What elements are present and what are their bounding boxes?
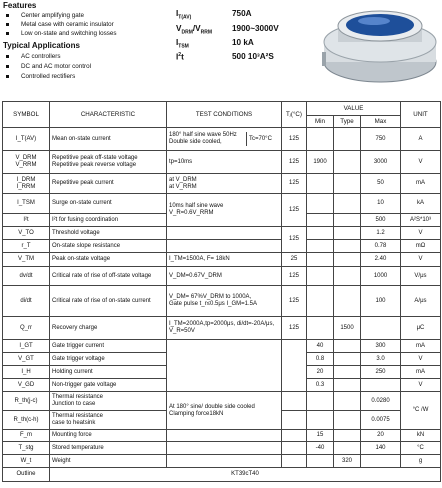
unit-cell: V/μs <box>401 267 441 286</box>
max-cell: 500 <box>361 214 401 227</box>
type-cell <box>334 366 361 379</box>
symbol-cell: R_th(c-h) <box>3 411 50 430</box>
unit-cell: A²S*10³ <box>401 214 441 227</box>
table-row <box>3 286 441 317</box>
bullet-icon <box>6 55 9 58</box>
tj-cell <box>282 392 307 411</box>
conditions-cell: V_DM=0.67V_DRM <box>167 267 282 286</box>
characteristic-cell: Recovery charge <box>50 317 167 340</box>
symbol-cell: r_T <box>3 240 50 253</box>
characteristic-cell: Repetitive peak current <box>50 174 167 194</box>
characteristic-cell: Threshold voltage <box>50 227 167 240</box>
characteristic-cell: Critical rate of rise of off-state voltage <box>50 267 167 286</box>
characteristic-cell: Thermal resistance Junction to case <box>50 392 167 411</box>
max-cell: 250 <box>361 366 401 379</box>
header-value: VALUE <box>307 102 401 116</box>
tj-cell <box>282 411 307 430</box>
tj-cell: 125 <box>282 317 307 340</box>
min-cell <box>307 411 334 430</box>
table-row <box>3 340 441 353</box>
min-cell: 0.3 <box>307 379 334 392</box>
characteristic-cell: Peak on-state voltage <box>50 253 167 267</box>
table-row <box>3 227 441 240</box>
tj-cell: 25 <box>282 253 307 267</box>
type-cell <box>334 194 361 214</box>
unit-cell: A/μs <box>401 286 441 317</box>
conditions-cell: I_TM=1500A, F= 18kN <box>167 253 282 267</box>
symbol-cell: dv/dt <box>3 267 50 286</box>
symbol-cell: V_TO <box>3 227 50 240</box>
symbol-cell: F_m <box>3 430 50 442</box>
table-row <box>3 267 441 286</box>
application-item: DC and AC motor control <box>6 63 91 70</box>
unit-cell: A <box>401 128 441 151</box>
characteristic-cell: I²t for fusing coordination <box>50 214 167 227</box>
table-row <box>3 128 441 151</box>
min-cell <box>307 227 334 240</box>
max-cell: 140 <box>361 442 401 455</box>
bullet-icon <box>6 14 9 17</box>
conditions-cell <box>167 128 282 151</box>
conditions-cell: at V_DRM at V_RRM <box>167 174 282 194</box>
unit-cell: mA <box>401 174 441 194</box>
conditions-cell: At 180° sine/ double side cooled Clamping force18kN <box>167 392 282 430</box>
min-cell: 15 <box>307 430 334 442</box>
characteristic-cell: On-state slope resistance <box>50 240 167 253</box>
characteristic-cell: Mean on-state current <box>50 128 167 151</box>
conditions-cell: tp=10ms <box>167 151 282 174</box>
header-conditions: TEST CONDITIONS <box>167 102 282 128</box>
symbol-cell: I_DRM I_RRM <box>3 174 50 194</box>
tj-cell <box>282 430 307 442</box>
min-cell <box>307 286 334 317</box>
conditions-cell: 10ms half sine wave V_R=0.6V_RRM <box>167 194 282 227</box>
case-temp-text: Tc=70°C <box>246 132 281 146</box>
type-cell <box>334 353 361 366</box>
characteristic-cell: Holding current <box>50 366 167 379</box>
unit-cell: g <box>401 455 441 468</box>
thyristor-device-image <box>322 0 440 96</box>
tj-cell: 125 <box>282 194 307 227</box>
symbol-cell: V_GT <box>3 353 50 366</box>
type-cell <box>334 227 361 240</box>
symbol-cell: I_GT <box>3 340 50 353</box>
max-cell: 0.0075 <box>361 411 401 430</box>
max-cell <box>361 379 401 392</box>
unit-cell: V <box>401 353 441 366</box>
type-cell <box>334 267 361 286</box>
unit-cell: V <box>401 151 441 174</box>
min-cell <box>307 240 334 253</box>
max-cell: 3.0 <box>361 353 401 366</box>
symbol-cell: I_TSM <box>3 194 50 214</box>
application-item: Controlled rectifiers <box>6 73 75 80</box>
min-cell: 40 <box>307 340 334 353</box>
min-cell <box>307 214 334 227</box>
tj-cell: 125 <box>282 151 307 174</box>
symbol-cell: W_t <box>3 455 50 468</box>
table-row <box>3 317 441 340</box>
outline-row <box>3 468 441 482</box>
characteristic-cell: Weight <box>50 455 167 468</box>
min-cell <box>307 392 334 411</box>
header-section: Features Center amplifying gate Metal case with ceramic insulator Low on-state and switching losses Typical Applications AC controllers DC and AC motor control Controlled rectifiers $I_{T(AV)}$ 750A $V_{DRM}/V_{RRM}$ 1900~3000V $I_{TSM}$ 10 kA $I^2t$ 500 10³A²S <box>0 0 442 98</box>
type-cell <box>334 174 361 194</box>
symbol-cell: T_stg <box>3 442 50 455</box>
outline-value: KT39cT40 <box>50 468 441 482</box>
min-cell: 20 <box>307 366 334 379</box>
unit-cell: V <box>401 379 441 392</box>
type-cell <box>334 214 361 227</box>
type-cell <box>334 430 361 442</box>
max-cell: 0.0280 <box>361 392 401 411</box>
characteristic-cell: Gate trigger voltage <box>50 353 167 366</box>
symbol-cell: I_T(AV) <box>3 128 50 151</box>
unit-cell: kN <box>401 430 441 442</box>
unit-cell: mA <box>401 366 441 379</box>
unit-cell: μC <box>401 317 441 340</box>
type-cell <box>334 340 361 353</box>
min-cell: 0.8 <box>307 353 334 366</box>
symbol-cell: I_H <box>3 366 50 379</box>
symbol-cell: R_th(j-c) <box>3 392 50 411</box>
tj-cell: 125 <box>282 128 307 151</box>
bullet-icon <box>6 75 9 78</box>
characteristic-cell: Surge on-state current <box>50 194 167 214</box>
characteristic-cell: Mounting force <box>50 430 167 442</box>
conditions-text: 180° half sine wave 50Hz Double side cooled, <box>169 132 237 145</box>
max-cell <box>361 317 401 340</box>
type-cell: 1500 <box>334 317 361 340</box>
min-cell: 1900 <box>307 151 334 174</box>
outline-label: Outline <box>3 468 50 482</box>
max-cell: 750 <box>361 128 401 151</box>
conditions-cell <box>167 430 282 442</box>
min-cell <box>307 128 334 151</box>
table-row <box>3 253 441 267</box>
symbol-cell: Q_rr <box>3 317 50 340</box>
symbol-cell: V_GD <box>3 379 50 392</box>
bullet-icon <box>6 65 9 68</box>
header-symbol: SYMBOL <box>3 102 50 128</box>
max-cell: 3000 <box>361 151 401 174</box>
min-cell <box>307 455 334 468</box>
unit-cell: °C /W <box>401 392 441 430</box>
feature-item: Center amplifying gate <box>6 12 84 19</box>
max-cell: 2.40 <box>361 253 401 267</box>
table-row <box>3 240 441 253</box>
tj-cell <box>282 442 307 455</box>
feature-item: Metal case with ceramic insulator <box>6 21 114 28</box>
unit-cell: °C <box>401 442 441 455</box>
unit-cell: V <box>401 227 441 240</box>
max-cell: 20 <box>361 430 401 442</box>
characteristic-cell: Thermal resistance case to heatsink <box>50 411 167 430</box>
min-cell <box>307 317 334 340</box>
conditions-cell: V_DM= 67%V_DRM to 1000A, Gate pulse t_r≤0.5μs I_GM=1.5A <box>167 286 282 317</box>
max-cell: 100 <box>361 286 401 317</box>
header-type: Type <box>334 116 361 128</box>
characteristics-table <box>2 101 441 482</box>
type-cell <box>334 253 361 267</box>
min-cell <box>307 267 334 286</box>
table-row <box>3 442 441 455</box>
header-unit: UNIT <box>401 102 441 128</box>
conditions-cell <box>167 442 282 455</box>
max-cell: 1000 <box>361 267 401 286</box>
max-cell: 1.2 <box>361 227 401 240</box>
table-body <box>3 128 441 468</box>
header-max: Max <box>361 116 401 128</box>
unit-cell: mΩ <box>401 240 441 253</box>
type-cell: 320 <box>334 455 361 468</box>
symbol-cell: V_DRM V_RRM <box>3 151 50 174</box>
header-tj: Tⱼ(°C) <box>282 102 307 128</box>
type-cell <box>334 240 361 253</box>
type-cell <box>334 151 361 174</box>
feature-item: Low on-state and switching losses <box>6 30 117 37</box>
table-row <box>3 194 441 214</box>
header-characteristic: CHARACTERISTIC <box>50 102 167 128</box>
conditions-cell <box>167 340 282 392</box>
unit-cell: kA <box>401 194 441 214</box>
table-row <box>3 151 441 174</box>
bullet-icon <box>6 32 9 35</box>
table-row <box>3 174 441 194</box>
max-cell: 300 <box>361 340 401 353</box>
application-item: AC controllers <box>6 53 61 60</box>
table-row <box>3 455 441 468</box>
tj-cell <box>282 455 307 468</box>
tj-cell: 125 <box>282 286 307 317</box>
conditions-cell <box>167 227 282 240</box>
min-cell: -40 <box>307 442 334 455</box>
conditions-cell <box>167 240 282 253</box>
type-cell <box>334 286 361 317</box>
characteristic-cell: Non-trigger gate voltage <box>50 379 167 392</box>
max-cell <box>361 455 401 468</box>
type-cell <box>334 442 361 455</box>
symbol-cell: V_TM <box>3 253 50 267</box>
tj-cell: 125 <box>282 227 307 253</box>
type-cell <box>334 411 361 430</box>
characteristic-cell: Critical rate of rise of on-state current <box>50 286 167 317</box>
type-cell <box>334 392 361 411</box>
applications-title: Typical Applications <box>3 41 80 50</box>
unit-cell: V <box>401 253 441 267</box>
conditions-cell <box>167 455 282 468</box>
min-cell <box>307 253 334 267</box>
symbol-cell: I²t <box>3 214 50 227</box>
max-cell: 10 <box>361 194 401 214</box>
features-title: Features <box>3 1 37 10</box>
max-cell: 50 <box>361 174 401 194</box>
conditions-cell: I_TM=2000A,tp=2000μs, di/dt=-20A/μs, V_R=50V <box>167 317 282 340</box>
characteristic-cell: Repetitive peak off-state voltage Repetitive peak reverse voltage <box>50 151 167 174</box>
max-cell: 0.78 <box>361 240 401 253</box>
unit-cell: mA <box>401 340 441 353</box>
tj-cell: 125 <box>282 174 307 194</box>
tj-cell: 125 <box>282 267 307 286</box>
bullet-icon <box>6 23 9 26</box>
table-row <box>3 392 441 411</box>
type-cell <box>334 128 361 151</box>
symbol-cell: di/dt <box>3 286 50 317</box>
min-cell <box>307 174 334 194</box>
header-min: Min <box>307 116 334 128</box>
min-cell <box>307 194 334 214</box>
tj-cell <box>282 340 307 392</box>
characteristic-cell: Gate trigger current <box>50 340 167 353</box>
characteristic-cell: Stored temperature <box>50 442 167 455</box>
table-row <box>3 430 441 442</box>
type-cell <box>334 379 361 392</box>
